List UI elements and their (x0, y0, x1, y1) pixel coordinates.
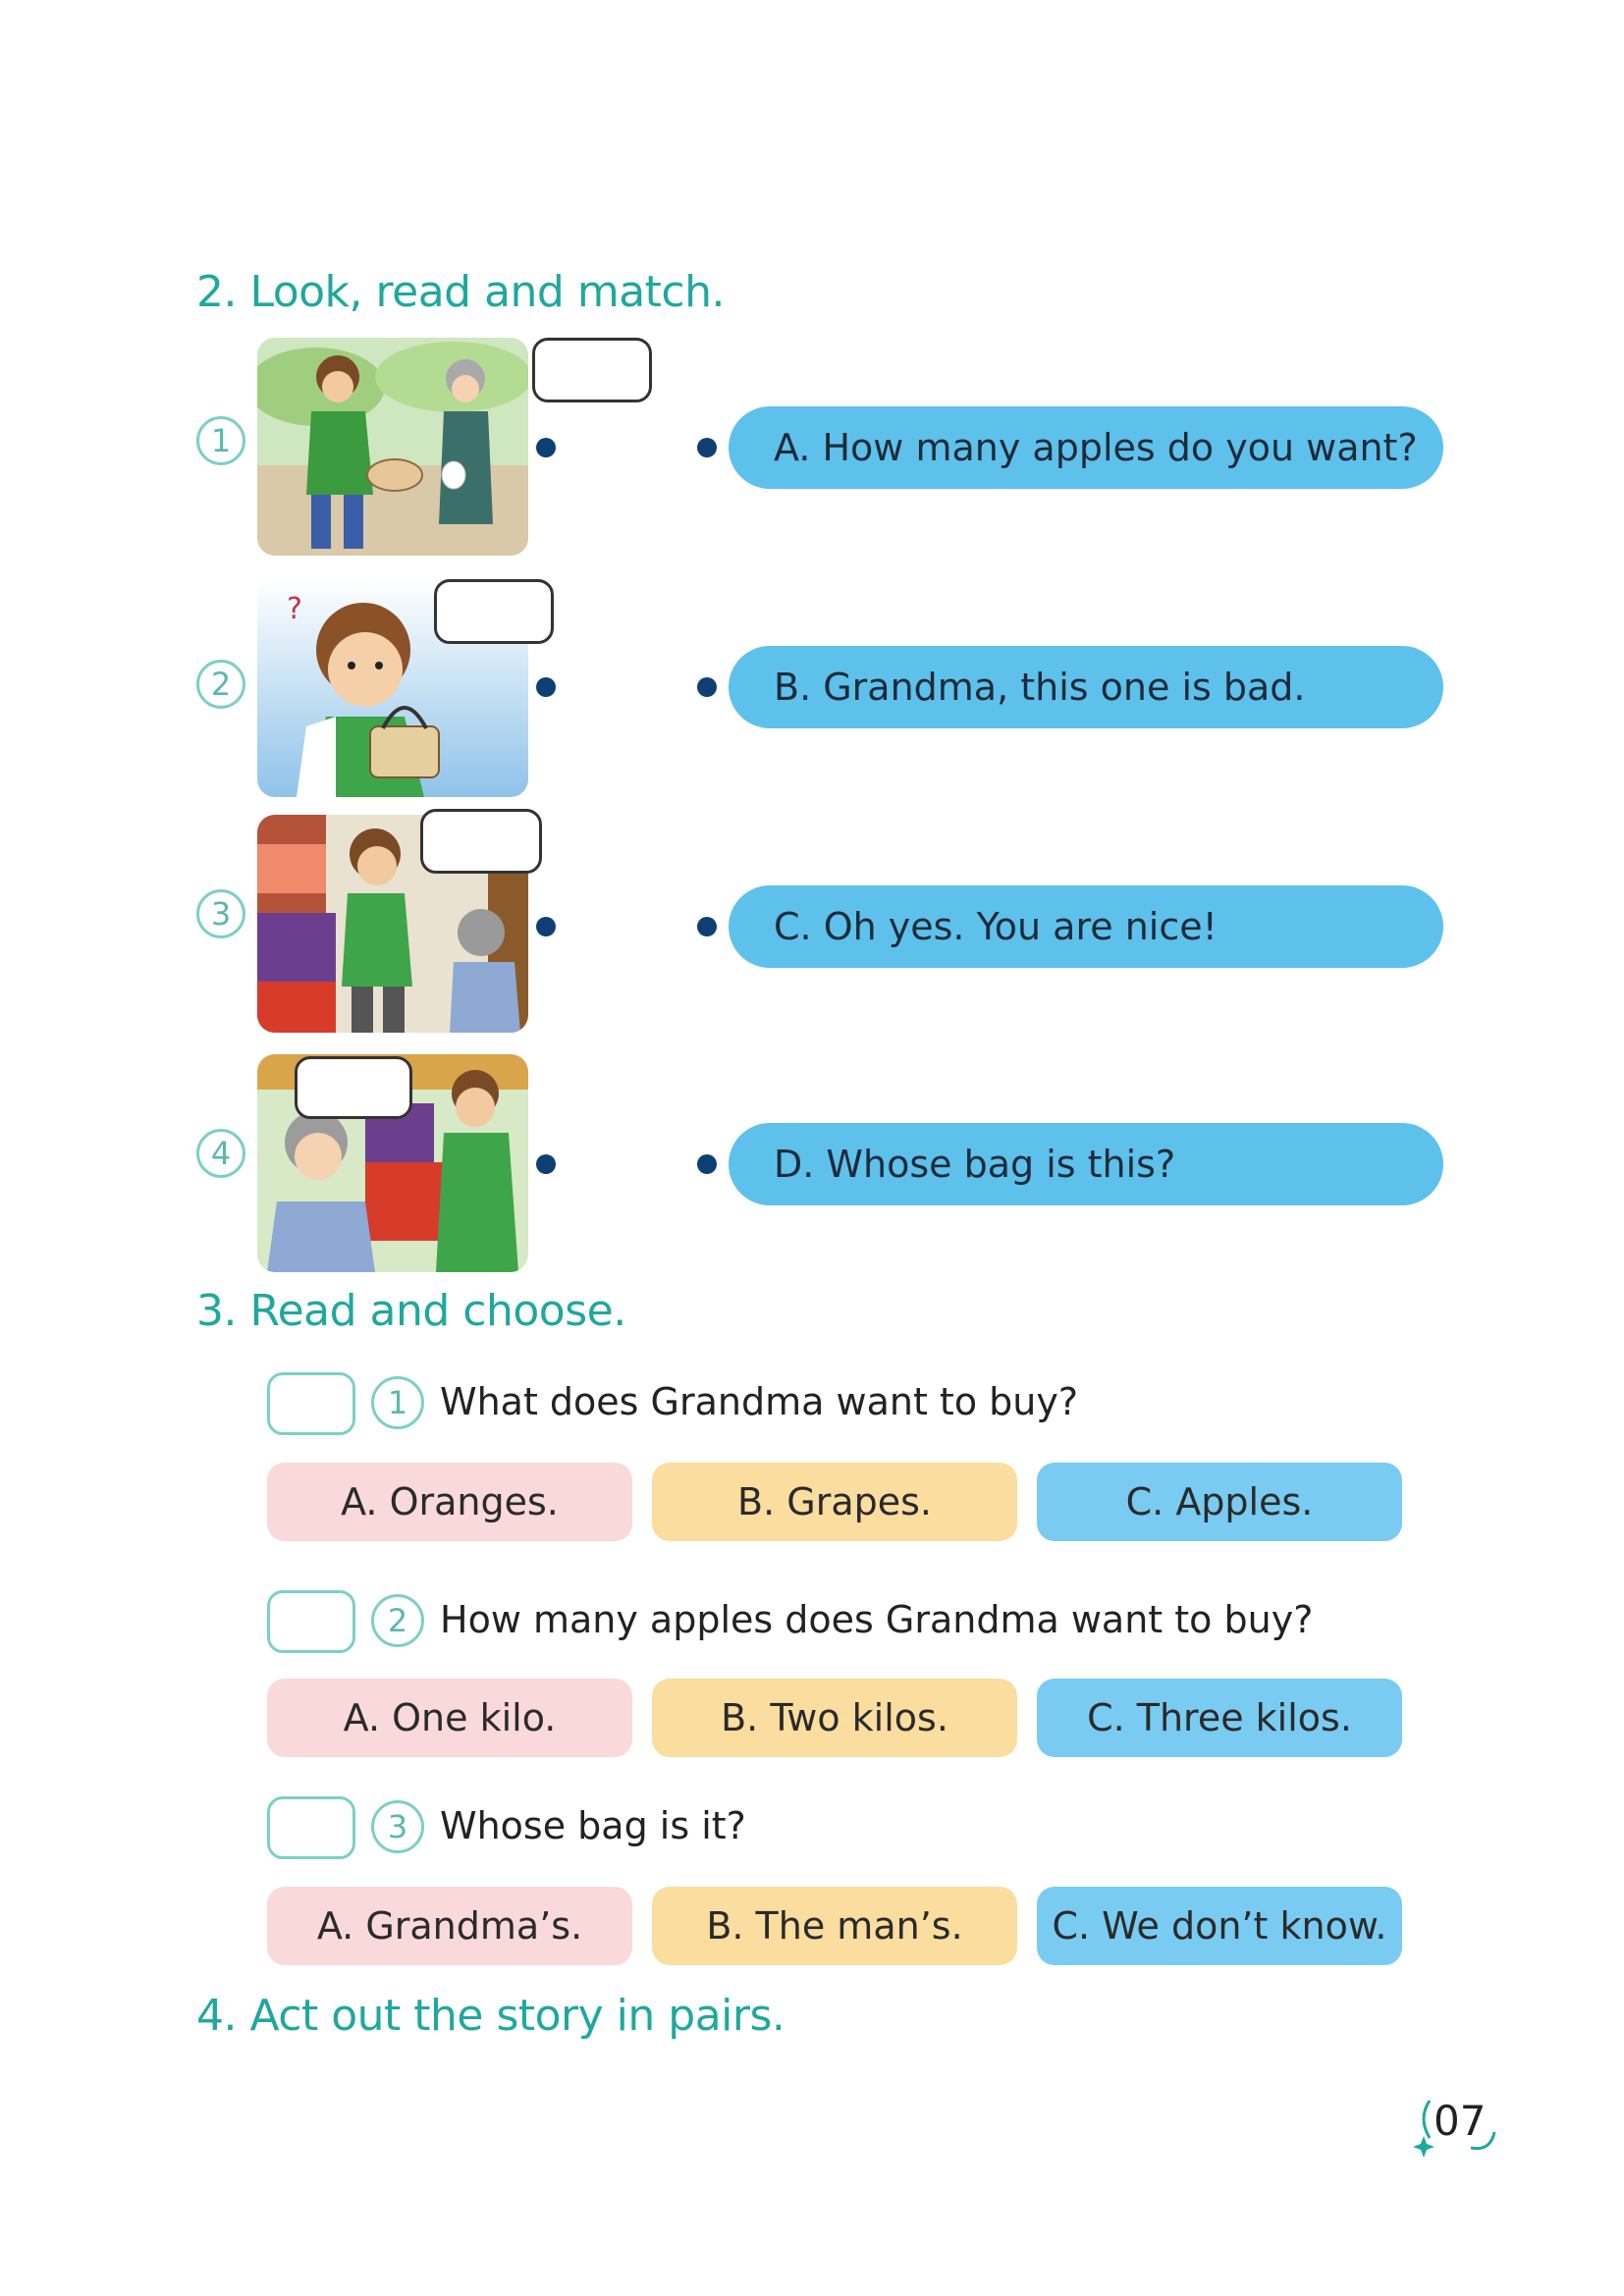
q1-option-b[interactable]: B. Grapes. (652, 1463, 1017, 1541)
match-option-b[interactable]: B. Grandma, this one is bad. (729, 646, 1443, 728)
option-c-dot[interactable] (697, 917, 717, 936)
speech-bubble-2 (434, 579, 554, 644)
answer-box-2[interactable] (267, 1590, 355, 1653)
question-2-text: How many apples does Grandma want to buy? (440, 1598, 1314, 1641)
q3-option-a[interactable]: A. Grandma’s. (267, 1887, 632, 1965)
section-4-title: 4. Act out the story in pairs. (196, 1991, 785, 2041)
speech-bubble-4 (295, 1056, 412, 1119)
option-a-dot[interactable] (697, 438, 717, 457)
option-b-dot[interactable] (697, 677, 717, 697)
q2-option-b[interactable]: B. Two kilos. (652, 1679, 1017, 1757)
q1-option-c[interactable]: C. Apples. (1037, 1463, 1402, 1541)
question-3-text: Whose bag is it? (440, 1804, 746, 1847)
picture-1-illustration (257, 338, 528, 556)
q1-option-a[interactable]: A. Oranges. (267, 1463, 632, 1541)
match-option-d[interactable]: D. Whose bag is this? (729, 1123, 1443, 1205)
picture-3-dot[interactable] (536, 917, 556, 936)
speech-bubble-1 (532, 338, 652, 402)
option-d-dot[interactable] (697, 1154, 717, 1174)
page-number (1412, 2089, 1500, 2167)
picture-number-2: 2 (196, 660, 245, 709)
match-option-a[interactable]: A. How many apples do you want? (729, 406, 1443, 489)
picture-number-1: 1 (196, 416, 245, 465)
q2-option-a[interactable]: A. One kilo. (267, 1679, 632, 1757)
section-2-title: 2. Look, read and match. (196, 267, 725, 317)
picture-number-3: 3 (196, 889, 245, 938)
page-number-text: 07 (1434, 2097, 1487, 2145)
answer-box-3[interactable] (267, 1796, 355, 1859)
question-1-text: What does Grandma want to buy? (440, 1380, 1079, 1423)
question-number-2: 2 (371, 1594, 424, 1647)
picture-2-dot[interactable] (536, 677, 556, 697)
q2-option-c[interactable]: C. Three kilos. (1037, 1679, 1402, 1757)
section-3-title: 3. Read and choose. (196, 1286, 626, 1336)
svg-text:?: ? (287, 592, 302, 626)
question-number-3: 3 (371, 1800, 424, 1853)
answer-box-1[interactable] (267, 1372, 355, 1435)
picture-4-dot[interactable] (536, 1154, 556, 1174)
speech-bubble-3 (420, 809, 542, 874)
q3-option-c[interactable]: C. We don’t know. (1037, 1887, 1402, 1965)
question-number-1: 1 (371, 1376, 424, 1429)
picture-number-4: 4 (196, 1129, 245, 1178)
q3-option-b[interactable]: B. The man’s. (652, 1887, 1017, 1965)
picture-1-dot[interactable] (536, 438, 556, 457)
match-option-c[interactable]: C. Oh yes. You are nice! (729, 885, 1443, 968)
